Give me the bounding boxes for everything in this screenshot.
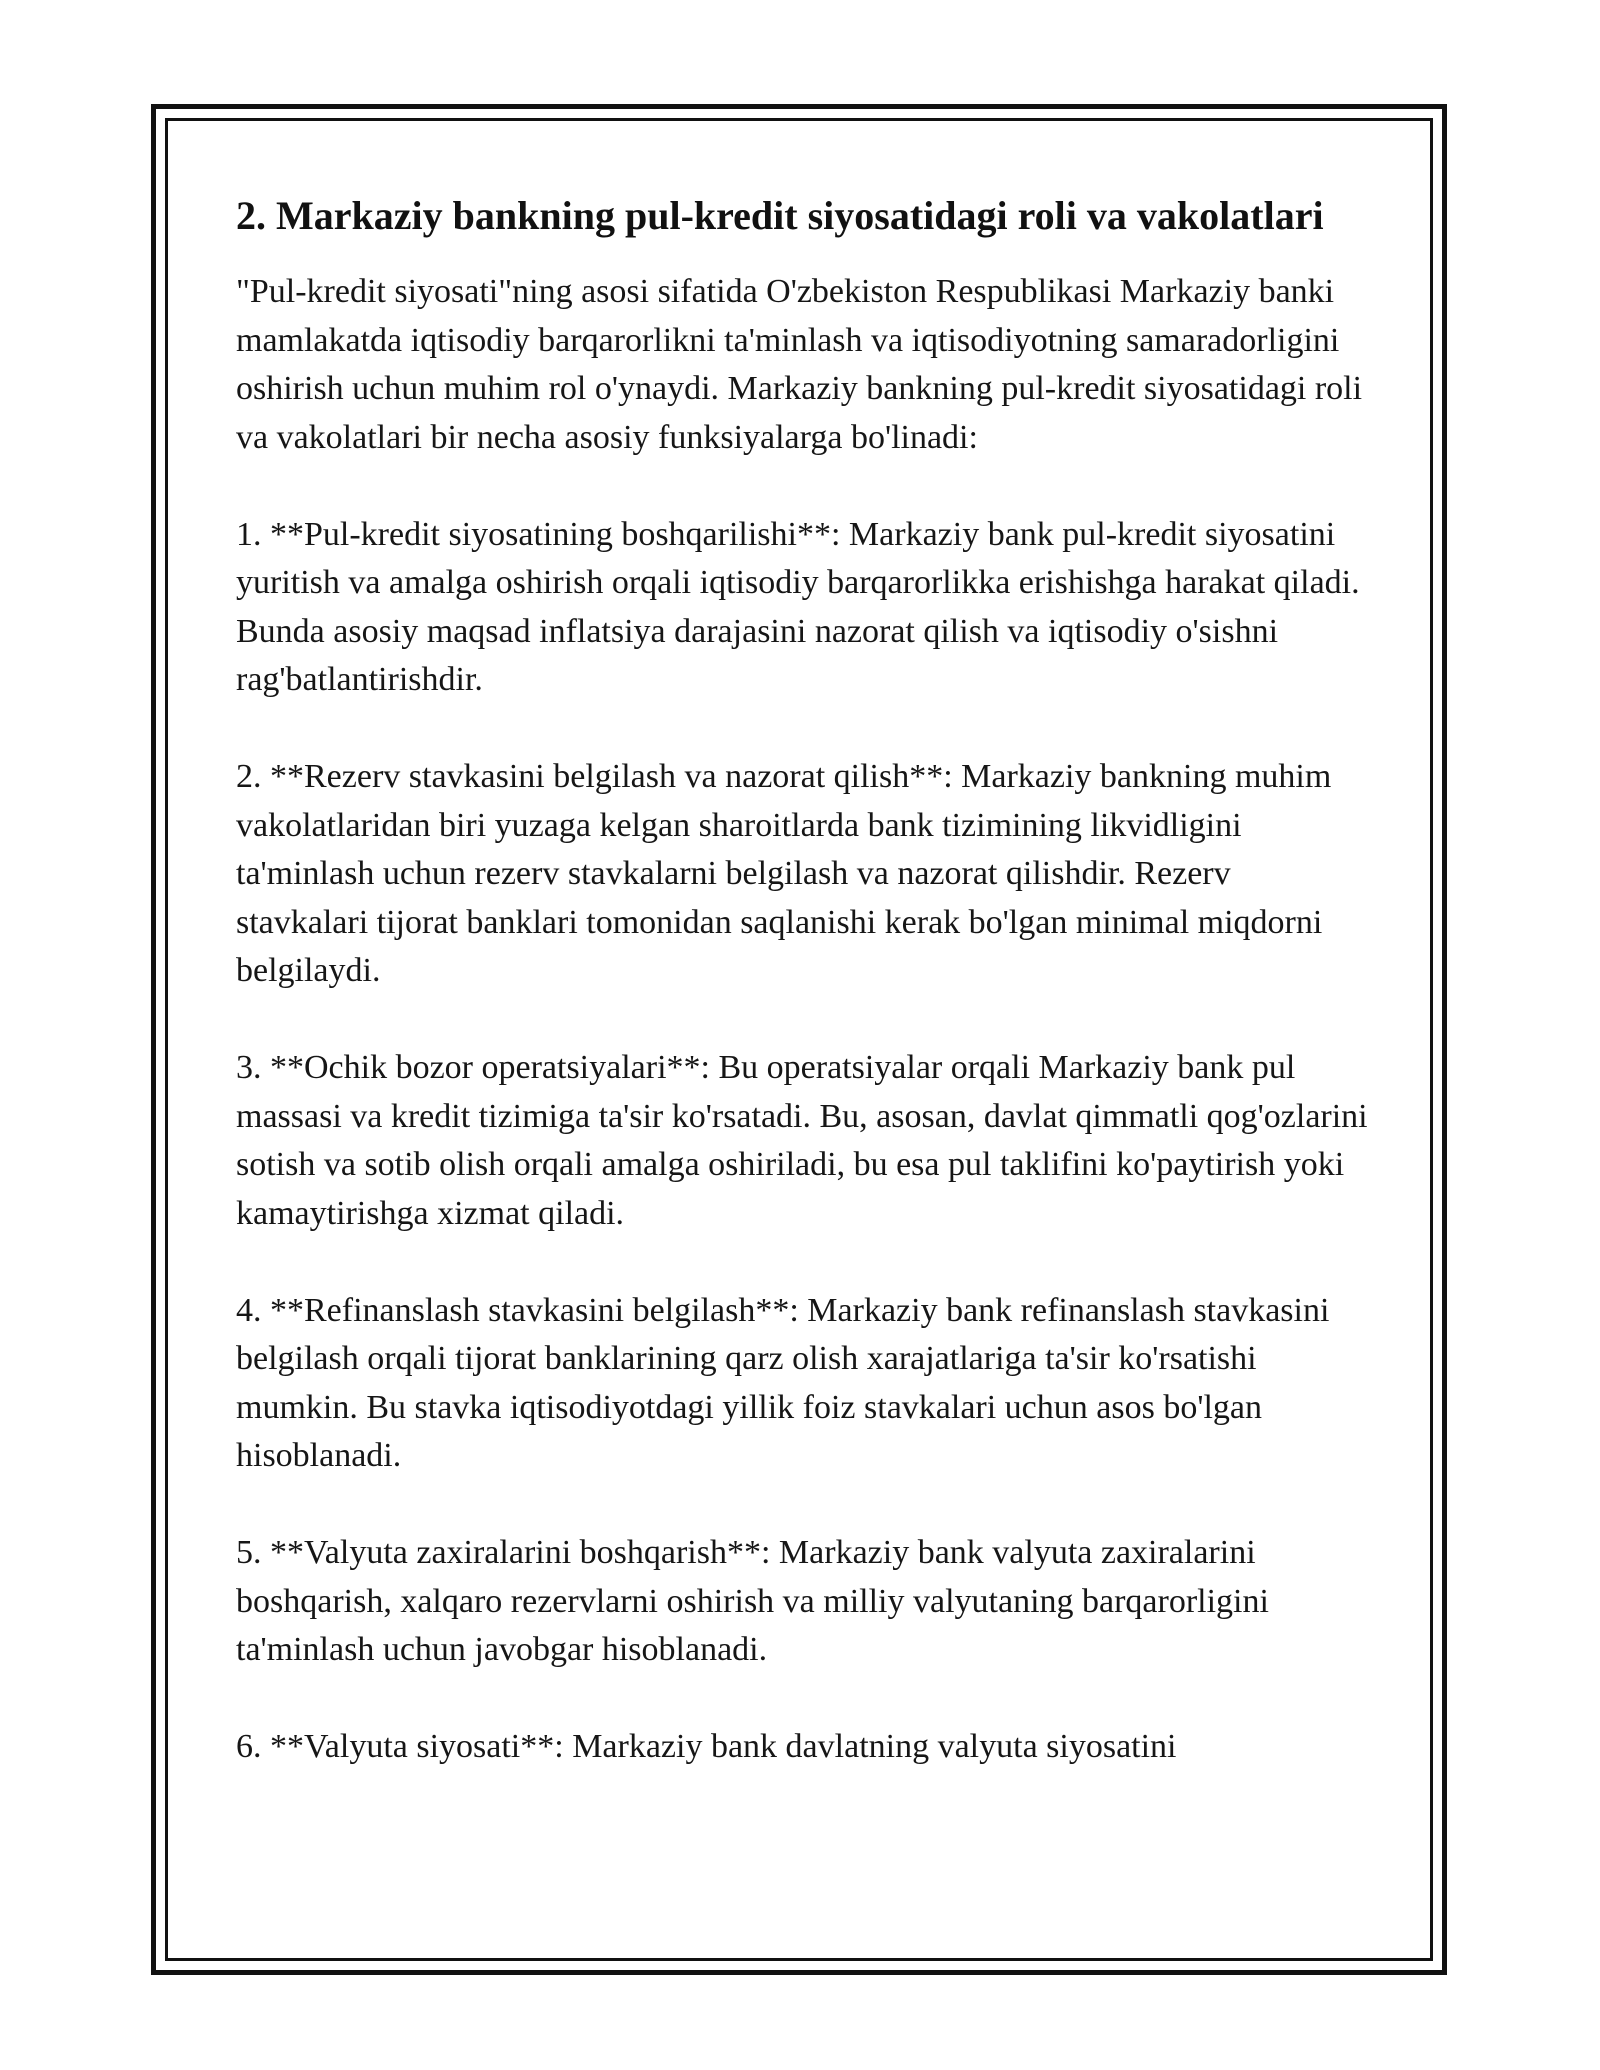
list-item-2-paragraph: 2. **Rezerv stavkasini belgilash va nazorat qilish**: Markaziy bankning muhim vakolatlaridan biri yuzaga kelgan sharoitlarda bank tizimining likvidligini ta'minlash uchun rezerv stavkalarni belgilash va nazorat qilishdir. Rezerv stavkalari tijorat banklari tomonidan saqlanishi kerak bo'lgan minimal miqdorni belgilaydi. <box>236 758 1332 989</box>
list-item-1-paragraph: 1. **Pul-kredit siyosatining boshqarilishi**: Markaziy bank pul-kredit siyosatini yuritish va amalga oshirish orqali iqtisodiy barqarorlikka erishishga harakat qiladi. Bunda asosiy maqsad inflatsiya darajasini nazorat qilish va iqtisodiy o'sishni rag'batlantirishdir. <box>236 515 1360 698</box>
list-item-4-paragraph: 4. **Refinanslash stavkasini belgilash**: Markaziy bank refinanslash stavkasini belgilash orqali tijorat banklarining qarz olish xarajatlariga ta'sir ko'rsatishi mumkin. Bu stavka iqtisodiyotdagi yillik foiz stavkalari uchun asos bo'lgan hisoblanadi. <box>236 1291 1330 1474</box>
list-item-5-paragraph: 5. **Valyuta zaxiralarini boshqarish**: Markaziy bank valyuta zaxiralarini boshqarish, xalqaro rezervlarni oshirish va milliy valyutaning barqarorligini ta'minlash uchun javobgar hisoblanadi. <box>236 1534 1269 1668</box>
intro-paragraph: "Pul-kredit siyosati"ning asosi sifatida O'zbekiston Respublikasi Markaziy banki mamlakatda iqtisodiy barqarorlikni ta'minlash va iqtisodiyotning samaradorligini oshirish uchun muhim rol o'ynaydi. Markaziy bankning pul-kredit siyosatidagi roli va vakolatlari bir necha asosiy funksiyalarga bo'linadi: <box>236 273 1363 456</box>
list-item-3-paragraph: 3. **Ochik bozor operatsiyalari**: Bu operatsiyalar orqali Markaziy bank pul massasi va kredit tizimiga ta'sir ko'rsatadi. Bu, asosan, davlat qimmatli qog'ozlarini sotish va sotib olish orqali amalga oshiriladi, bu esa pul taklifini ko'paytirish yoki kamaytirishga xizmat qiladi. <box>236 1049 1368 1232</box>
document-body <box>236 188 1370 1772</box>
section-heading: 2. Markaziy bankning pul-kredit siyosatidagi roli va vakolatlari <box>236 193 1324 238</box>
list-item-6-paragraph: 6. **Valyuta siyosati**: Markaziy bank davlatning valyuta siyosatini <box>236 1728 1177 1765</box>
